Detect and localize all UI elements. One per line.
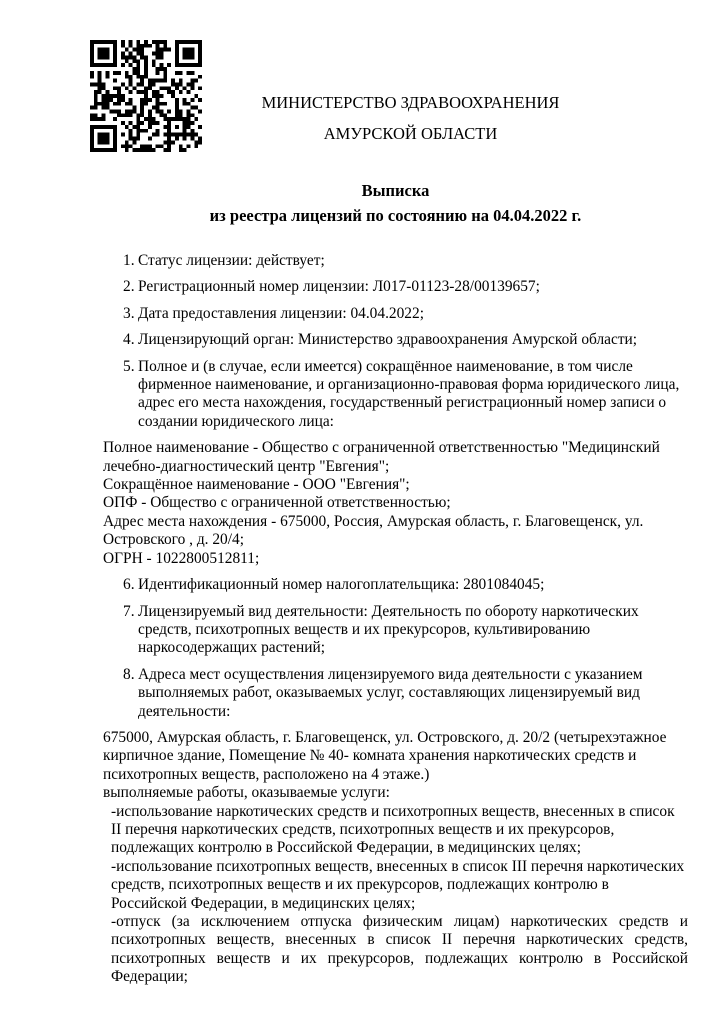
list-item-organization-name-heading (103, 358, 688, 432)
list-item-registration-number (103, 278, 688, 296)
list-item-text: Лицензирующий орган: Министерство здравоохранения Амурской области; (138, 331, 638, 349)
list-item-text: Лицензируемый вид деятельности: Деятельность по обороту наркотических средств, психотропных веществ и их прекурсоров, культивированию наркосодержащих растений; (138, 602, 639, 657)
list-item-number: 2. (123, 278, 135, 296)
works-services-label: выполняемые работы, оказываемые услуги: (103, 784, 390, 802)
list-item-number: 6. (123, 576, 135, 594)
org-full-name: Полное наименование - Общество с ограниченной ответственностью "Медицинский лечебно-диагностический центр "Евгения"; (103, 439, 660, 475)
list-item-number: 3. (123, 304, 135, 322)
organization-details (103, 439, 688, 568)
qr-code-icon (90, 40, 202, 152)
org-address: Адрес места нахождения - 675000, Россия, Амурская область, г. Благовещенск, ул. Островского , д. 20/4; (103, 512, 644, 549)
list-item-text: Регистрационный номер лицензии: Л017-01123-28/00139657; (138, 278, 540, 296)
list-item-activity-addresses-heading (103, 666, 688, 721)
list-item-license-status (103, 252, 688, 270)
org-short-name: Сокращённое наименование - ООО "Евгения"; (103, 476, 410, 494)
ministry-name-line1: МИНИСТЕРСТВО ЗДРАВООХРАНЕНИЯ (261, 93, 560, 112)
list-item-number: 7. (123, 602, 135, 620)
activity-address: 675000, Амурская область, г. Благовещенск, ул. Островского, д. 20/2 (четырехэтажное кирпичное здание, Помещение № 40- комната хранения наркотических средств и психотропных веществ, расположено на 4 этаже.) (103, 728, 667, 783)
list-item-text: Полное и (в случае, если имеется) сокращённое наименование, в том числе фирменное наименование, и организационно-правовая форма юридического лица, адрес его места нахождения, государственный регистрационный номер записи о создании юридического лица: (138, 357, 680, 430)
org-opf: ОПФ - Общество с ограниченной ответственностью; (103, 494, 451, 512)
list-item-licensed-activity (103, 603, 688, 658)
list-item-text: Идентификационный номер налогоплательщика: 2801084045; (138, 576, 545, 594)
activity-address-block (103, 729, 688, 803)
org-ogrn: ОГРН - 1022800512811; (103, 549, 260, 567)
document-body (103, 252, 688, 987)
service-item-use-psychotropic: -использование психотропных веществ, внесенных в список III перечня наркотических средств, психотропных веществ и их прекурсоров, подлежащих контролю в Российской Федерации, в медицинских целях; (111, 857, 685, 912)
list-item-number: 5. (123, 357, 135, 375)
service-item-use-narcotic: -использование наркотических средств и психотропных веществ, внесенных в список II перечня наркотических средств, психотропных веществ и их прекурсоров, подлежащих контролю в Российской Федерации, в медицинских целях; (111, 802, 675, 857)
list-item-number: 8. (123, 665, 135, 683)
list-item-grant-date (103, 305, 688, 323)
list-item-number: 4. (123, 331, 135, 349)
list-item-licensing-authority (103, 331, 688, 349)
list-item-inn (103, 576, 688, 594)
list-item-text: Статус лицензии: действует; (138, 252, 325, 269)
list-item-text: Адреса мест осуществления лицензируемого вида деятельности с указанием выполняемых работ, оказываемых услуг, составляющих лицензируемый вид деятельности: (138, 665, 643, 720)
document-title: Выписка (361, 181, 430, 200)
list-item-number: 1. (123, 252, 135, 269)
service-item-dispensing: -отпуск (за исключением отпуска физическим лицам) наркотических средств и психотропных веществ, внесенных в список II перечня наркотических средств, психотропных веществ и их прекурсоров, подлежащих контролю в Российской Федерации; (111, 913, 688, 986)
list-item-text: Дата предоставления лицензии: 04.04.2022; (138, 304, 424, 322)
ministry-name-line2: АМУРСКОЙ ОБЛАСТИ (323, 123, 498, 143)
document-subtitle: из реестра лицензий по состоянию на 04.04.2022 г. (209, 206, 582, 225)
